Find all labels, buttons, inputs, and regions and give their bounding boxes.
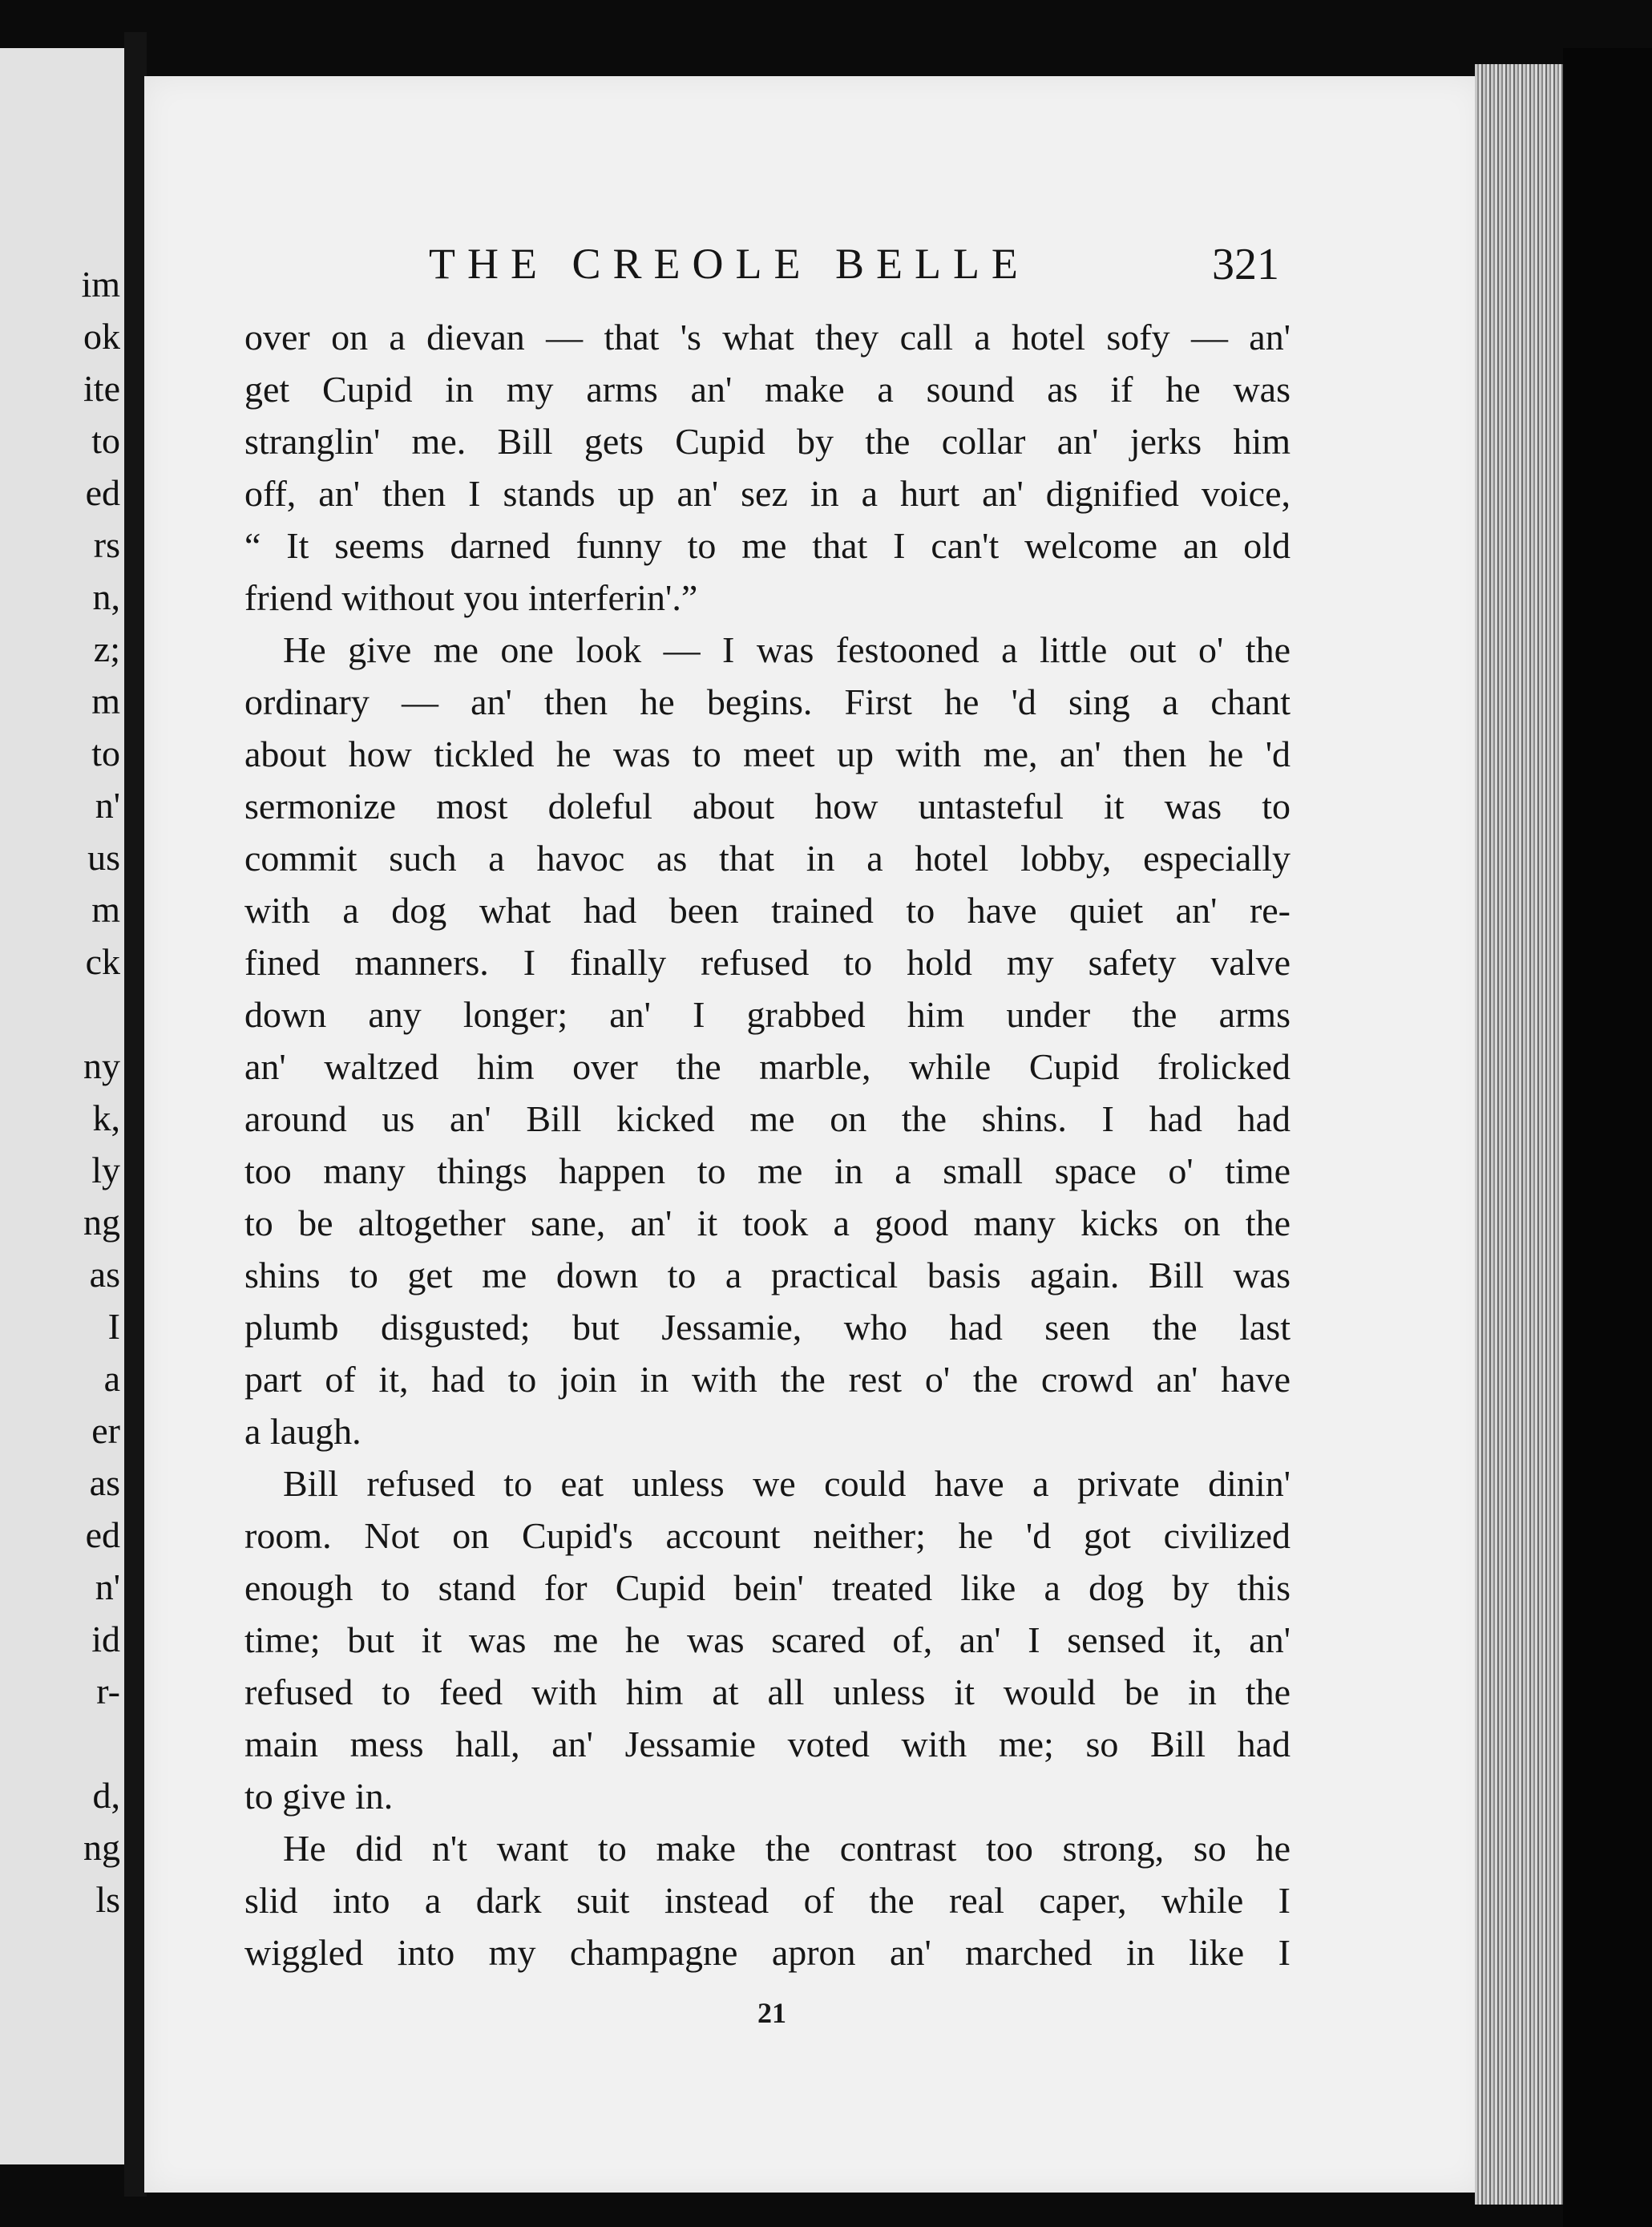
- text-line: plumb disgusted; but Jessamie, who had seen the last: [244, 1307, 1290, 1348]
- left-page-fragment: rs: [93, 524, 120, 565]
- text-line: around us an' Bill kicked me on the shins. I had had: [244, 1098, 1290, 1139]
- left-page-fragment: as: [89, 1254, 120, 1295]
- left-page-fragment: z;: [93, 628, 120, 669]
- text-line: about how tickled he was to meet up with me, an' then he 'd: [244, 734, 1290, 774]
- text-line: He did n't want to make the contrast too strong, so he: [283, 1828, 1290, 1869]
- text-line: part of it, had to join in with the rest o' the crowd an' have: [244, 1359, 1290, 1400]
- left-page-fragment: ng: [83, 1827, 120, 1868]
- text-line: a laugh.: [244, 1411, 362, 1452]
- left-page-fragment: as: [89, 1462, 120, 1503]
- running-title: THE CREOLE BELLE: [429, 240, 1030, 288]
- left-page-fragment: n': [95, 785, 120, 826]
- facing-page-left: [0, 48, 132, 2164]
- text-line: slid into a dark suit instead of the real caper, while I: [244, 1880, 1290, 1921]
- left-page-fragment: ok: [83, 316, 120, 357]
- left-page-fragment: ng: [83, 1202, 120, 1243]
- text-line: off, an' then I stands up an' sez in a hurt an' dignified voice,: [244, 473, 1290, 514]
- page-edges: [1475, 64, 1563, 2205]
- left-page-fragment: ls: [95, 1879, 120, 1920]
- text-line: stranglin' me. Bill gets Cupid by the collar an' jerks him: [244, 421, 1290, 462]
- text-line: time; but it was me he was scared of, an' I sensed it, an': [244, 1619, 1290, 1660]
- left-page-fragment: n,: [92, 576, 120, 617]
- left-page-fragment: ck: [85, 941, 120, 982]
- text-line: wiggled into my champagne apron an' marched in like I: [244, 1932, 1290, 1973]
- text-line: with a dog what had been trained to have quiet an' re-: [244, 890, 1290, 931]
- left-page-fragment: d,: [92, 1775, 120, 1816]
- text-line: friend without you interferin'.”: [244, 577, 698, 618]
- left-page-fragment: a: [103, 1358, 120, 1399]
- text-line: He give me one look — I was festooned a little out o' the: [283, 629, 1290, 670]
- text-line: refused to feed with him at all unless it would be in the: [244, 1671, 1290, 1712]
- left-page-fragment: ed: [85, 472, 120, 513]
- text-line: too many things happen to me in a small space o' time: [244, 1150, 1290, 1191]
- left-page-fragment: k,: [92, 1097, 120, 1138]
- text-line: an' waltzed him over the marble, while Cupid frolicked: [244, 1046, 1290, 1087]
- text-line: shins to get me down to a practical basis again. Bill was: [244, 1255, 1290, 1295]
- left-page-fragment: ny: [83, 1045, 120, 1086]
- left-page-fragment: er: [91, 1410, 120, 1451]
- text-line: “ It seems darned funny to me that I can't welcome an old: [244, 525, 1290, 566]
- text-line: to give in.: [244, 1776, 394, 1817]
- text-line: fined manners. I finally refused to hold my safety valve: [244, 942, 1290, 983]
- left-page-fragment: m: [91, 681, 120, 721]
- left-page-fragment: r-: [96, 1671, 120, 1712]
- left-page-fragment: m: [91, 889, 120, 930]
- book-gutter: [124, 32, 147, 2197]
- left-page-fragment: to: [91, 733, 120, 774]
- left-page-fragment: ed: [85, 1514, 120, 1555]
- left-page-fragment: ly: [91, 1150, 120, 1190]
- text-line: ordinary — an' then he begins. First he 'd sing a chant: [244, 681, 1290, 722]
- signature-mark: 21: [757, 1997, 786, 2029]
- left-page-fragment: im: [81, 264, 120, 305]
- text-line: down any longer; an' I grabbed him under the arms: [244, 994, 1290, 1035]
- left-page-fragment: I: [107, 1306, 120, 1347]
- left-page-fragment: us: [87, 837, 120, 878]
- text-line: commit such a havoc as that in a hotel lobby, especially: [244, 838, 1290, 879]
- text-line: over on a dievan — that 's what they call a hotel sofy — an': [244, 317, 1290, 358]
- left-page-fragment: to: [91, 420, 120, 461]
- page-number: 321: [1212, 240, 1279, 289]
- text-line: sermonize most doleful about how untasteful it was to: [244, 786, 1290, 827]
- left-page-fragment: n': [95, 1566, 120, 1607]
- text-line: get Cupid in my arms an' make a sound as if he was: [244, 369, 1290, 410]
- text-line: Bill refused to eat unless we could have a private dinin': [283, 1463, 1290, 1504]
- edge-shadow: [1563, 48, 1652, 2227]
- left-page-fragment: ite: [83, 368, 120, 409]
- text-line: room. Not on Cupid's account neither; he 'd got civilized: [244, 1515, 1290, 1556]
- text-line: enough to stand for Cupid bein' treated like a dog by this: [244, 1567, 1290, 1608]
- text-line: to be altogether sane, an' it took a good many kicks on the: [244, 1202, 1290, 1243]
- left-page-fragment: id: [91, 1619, 120, 1659]
- body-text: [244, 311, 1290, 1978]
- text-line: main mess hall, an' Jessamie voted with me; so Bill had: [244, 1724, 1290, 1764]
